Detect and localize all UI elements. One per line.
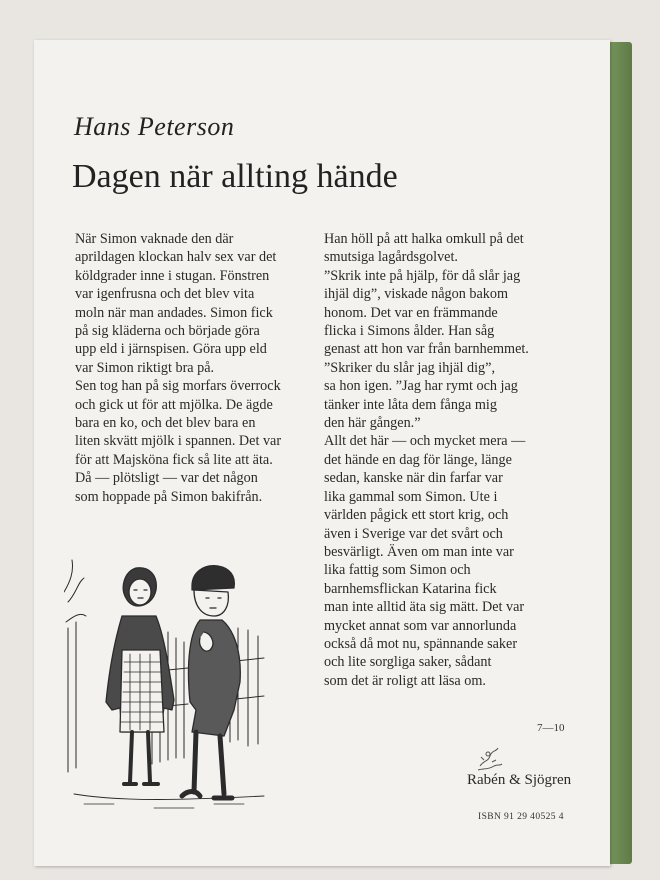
back-cover (34, 40, 610, 866)
text-line: moln när man andades. Simon fick (75, 304, 273, 321)
text-line: och lite sorgliga saker, sådant (324, 654, 492, 671)
text-line: flicka i Simons ålder. Han såg (324, 323, 495, 340)
text-line: Då — plötsligt — var det någon (75, 470, 258, 487)
text-line: var Simon riktigt bra på. (75, 359, 215, 376)
text-line: honom. Det var en främmande (324, 304, 498, 321)
text-line: som hoppade på Simon bakifrån. (75, 488, 263, 505)
text-line: mycket annat som var annorlunda (324, 617, 517, 634)
text-line: liten skvätt mjölk i spannen. Det var (75, 433, 282, 450)
book-title: Dagen när allting hände (72, 158, 398, 195)
text-line: ”Skriker du slår jag ihjäl dig”, (324, 359, 495, 376)
text-line: ihjäl dig”, viskade någon bakom (324, 286, 509, 303)
text-line: på sig kläderna och började göra (75, 323, 260, 340)
blurb-left-column (75, 230, 281, 506)
isbn-number: ISBN 91 29 40525 4 (478, 812, 564, 822)
blurb-right-column (324, 230, 529, 690)
text-line: det hände en dag för länge, länge (324, 451, 512, 468)
text-line: Sen tog han på sig morfars överrock (75, 378, 281, 395)
text-line: som det är roligt att läsa om. (324, 672, 486, 689)
text-line: Allt det här — och mycket mera — (324, 433, 526, 450)
age-range: 7—10 (537, 722, 565, 734)
text-line: ”Skrik inte på hjälp, för då slår jag (324, 267, 521, 284)
text-line: den här gången.” (324, 415, 421, 432)
text-line: och gick ut för att mjölka. De ägde (75, 396, 273, 413)
text-line: sedan, kanske när din farfar var (324, 470, 503, 487)
text-line: också då mot nu, spännande saker (324, 635, 518, 652)
text-line: bara en ko, och det blev bara en (75, 415, 256, 432)
text-line: aprildagen klockan halv sex var det (75, 249, 277, 266)
text-line: lika gammal som Simon. Ute i (324, 488, 498, 505)
text-line: världen pågick ett stort krig, och (324, 507, 509, 524)
text-line: sa hon igen. ”Jag har rymt och jag (324, 378, 518, 395)
text-line: man inte alltid äta sig mätt. Det var (324, 599, 525, 616)
text-line: lika fattig som Simon och (324, 562, 471, 579)
text-line: var igenfrusna och det blev vita (75, 286, 255, 303)
text-line: tänker inte låta dem fånga mig (324, 396, 497, 413)
author-name: Hans Peterson (74, 112, 235, 141)
children-illustration (64, 532, 284, 824)
text-line: smutsiga lagårdsgolvet. (324, 249, 458, 266)
text-line: När Simon vaknade den där (75, 231, 234, 247)
text-line: även i Sverige var det svårt och (324, 525, 503, 542)
publisher-name: Rabén & Sjögren (467, 772, 572, 788)
text-line: köldgrader inne i stugan. Fönstren (75, 267, 270, 284)
text-line: barnhemsflickan Katarina fick (324, 580, 497, 597)
text-line: Han höll på att halka omkull på det (324, 231, 524, 247)
boy-figure (182, 566, 240, 798)
publisher-logo-icon (474, 746, 504, 774)
text-line: för att Majsköna fick så lite att äta. (75, 451, 273, 468)
text-line: besvärligt. Även om man inte var (324, 543, 514, 560)
text-line: upp eld i järnspisen. Göra upp eld (75, 341, 267, 358)
girl-figure (106, 568, 174, 784)
text-line: genast att hon var från barnhemmet. (324, 341, 529, 358)
